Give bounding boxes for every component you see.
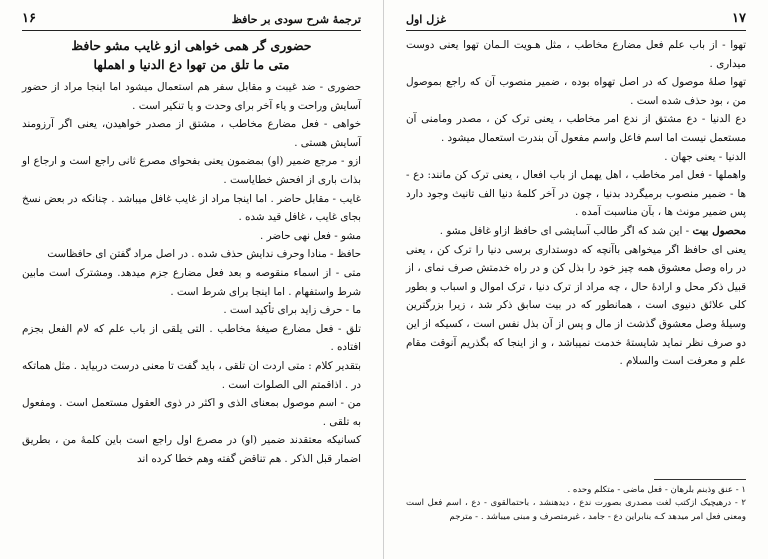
footnote: ۲ - درهیچیک ازکتب لغت مصدری بصورت ندع ، دیدهنشد ، باحتمالقوی - دع ، اسم فعل است ومعنی فعل امر میدهد کـه بنابراین دع - جامد ، غیرمتصرف و مبنی میباشد . - مترجم [406,498,746,522]
paragraph: یعنی ای حافظ اگر میخواهی باآنچه که دوستداری برسی دنیا را ترک کن ، یعنی در راه وصل معشوق همه چیز خود را بذل کن و در راه خدمتش صرف نمای ، از قبیل ذکر محل و ارادهٔ حال ، چه مراد از ترک دنیا ، ترک اموال و اسباب و بطور کلی علائق دنیوی است ، همانطور که در بیت سابق ذکر شد ، زیرا بزرگترین وسیلهٔ وصل معشوق گذشت از مال و پس از آن بذل نفس است ، کسیکه از این دو صرف نظر نماید شایستهٔ خدمت نمیباشد ، و از اینجا که بگذریم آنوقت مقام علم و معرفت است والسلام . [406,243,746,368]
paragraph: حافظ - منادا وحرف ندایش حذف شده . در اصل مراد گفتن ای حافظاست [47,248,361,261]
footnotes [406,484,746,524]
header-rule [406,30,746,31]
paragraph: واهملها - فعل امر مخاطب ، اهل یهمل از باب افعال ، یعنی ترک کن مانند: دع - ها - ضمیر منصوب برمیگردد بدنیا ، چون در آخر کلمهٔ دنیا الف تانیث وجود دارد پس ضمیر مونث ها ، بآن مناسبت آمده . [406,169,746,219]
paragraph: متی - از اسماء منقوصه و بعد فعل مضارع جزم میدهد. ومشترک است مابین شرط واستفهام . اما اینجا برای شرط است . [22,266,361,298]
section-label: محصول بیت [692,224,746,237]
paragraph: محصول بیت - این شد که اگر طالب آسایشی ای حافظ ازاو غافل مشو . [439,224,746,237]
footnote: ۱ - عنق وذبنم بلرهان - فعل ماضی - متکلم وحده . [567,485,746,495]
verse-line-1: حضوری گر همی خواهی ازو غایب مشو حافظ [71,38,312,53]
paragraph: تهوا - از باب علم فعل مضارع مخاطب ، مثل هـویت الـمان تهوا یعنی دوست میداری . [406,39,746,70]
paragraph: تلق - فعل مضارع صیغهٔ مخاطب . التی یلقی از باب علم که لام الفعل بجزم افتاده . [22,322,361,354]
paragraph: مشو - فعل نهی حاضر . [260,229,361,242]
paragraph: دع الدنیا - دع مشتق از ندع امر مخاطب ، یعنی ترک کن ، مصدر ومامنی آن مستعمل نیست اما اسم فاعل واسم مفعول آن بندرت استعمال میشود . [406,113,746,144]
header-rule [22,30,361,31]
paragraph: ما - حرف زاید برای تأکید است . [223,304,361,317]
page-number: ۱۶ [22,11,36,26]
paragraph: حضوری - ضد غیبت و مقابل سفر هم استعمال میشود اما اینجا مراد از حضور آسایش وراحت و یاء آخر برای وحدت و یا تنکیر است . [22,81,361,112]
running-title: غزل اول [406,13,447,26]
page-body [22,36,361,468]
page-number: ۱۷ [732,11,746,26]
paragraph: کسانیکه معتقدند ضمیر (او) در مصرع اول راجع است باین کلمهٔ من ، بطریق اضمار قبل الذکر . هم تناقض گفته وهم خطا کرده اند [22,434,361,465]
running-title: ترجمهٔ شرح سودی بر حافظ [231,13,361,26]
paragraph: تهوا صلهٔ موصول که در اصل تهواه بوده ، ضمیر منصوب آن که راجع بموصول من ، بود حذف شده است . [406,76,746,107]
page-header [22,8,361,26]
footnote-rule [654,479,746,480]
page-body [406,36,746,371]
page-header [406,8,746,26]
verse-line-2: متی ما تلق من تهوا دع الدنیا و اهملها [93,57,290,72]
paragraph: غایب - مقابل حاضر . اما اینجا مراد از غایب غافل میباشد . چنانکه در بعض نسخ بجای غایب ، غافل قید شده . [22,192,361,224]
page-right [384,0,768,559]
paragraph: ازو - مرجع ضمیر (او) بمضمون یعنی بفحوای مصرع ثانی راجع است و ارجاع او بذات باری از افحش خطایاست . [22,155,361,186]
paragraph: بتقدیر کلام : متی اردت ان تلقی ، باید گفت تا معنی درست دربیاید . مثل هماتکه در . اذاقمتم الی الصلوات است . [22,359,361,391]
paragraph: خواهی - فعل مضارع مخاطب ، مشتق از مصدر خواهیدن، یعنی اگر آرزومند آسایش هستی . [22,118,361,149]
paragraph: الدنیا - یعنی جهان . [664,150,746,163]
paragraph: من - اسم موصول بمعنای الذی و اکثر در ذوی العقول مستعمل است . ومفعول به تلقی . [22,397,361,428]
